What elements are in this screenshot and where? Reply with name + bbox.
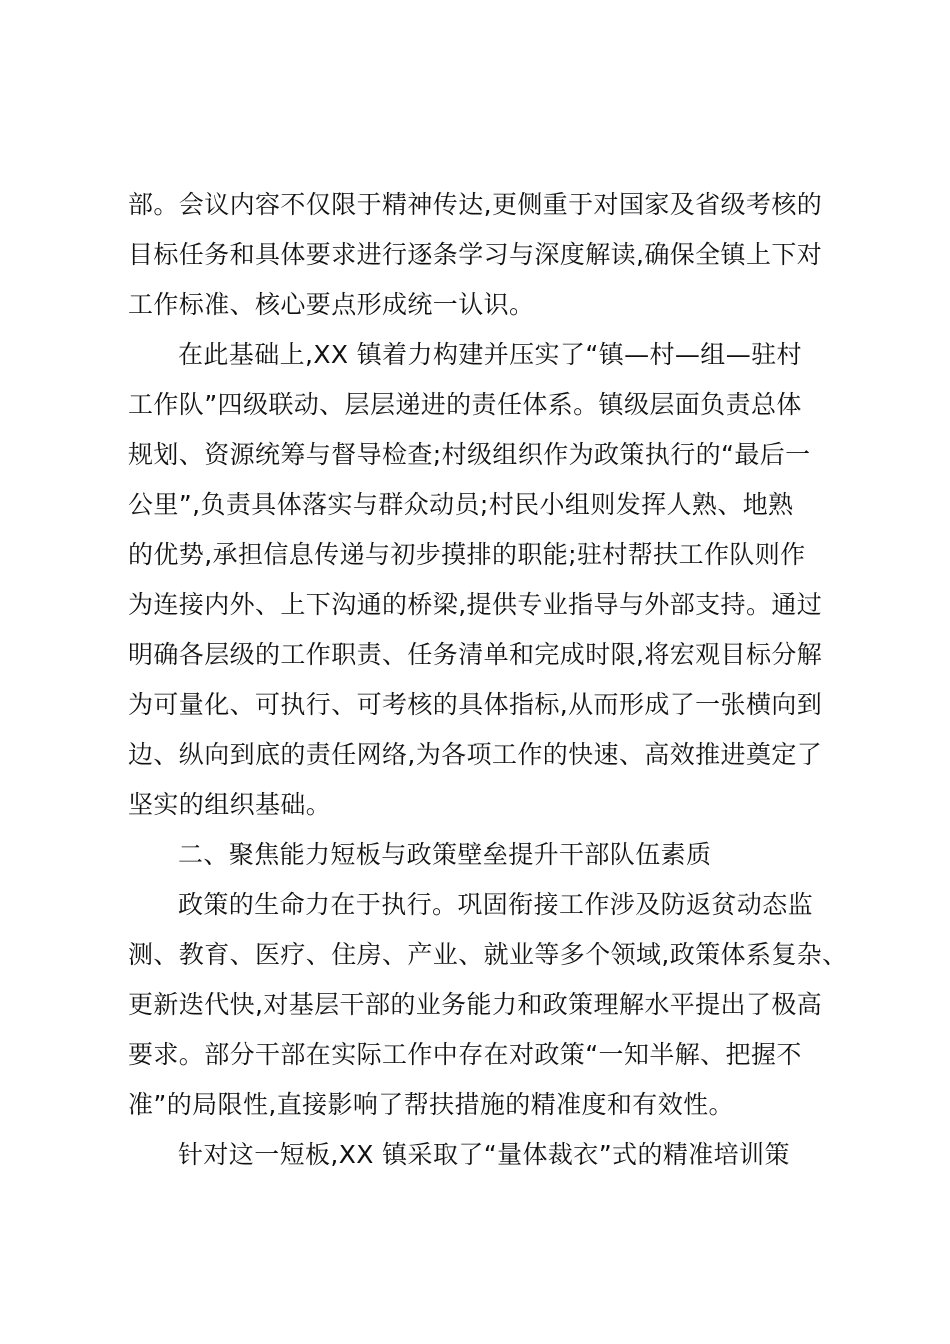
text-line: 针对这一短板,XX 镇采取了“量体裁衣”式的精准培训策 <box>178 1140 790 1169</box>
section-heading: 二、聚焦能力短板与政策壁垒提升干部队伍素质 <box>178 840 712 869</box>
text-line: 准”的局限性,直接影响了帮扶措施的精准度和有效性。 <box>128 1090 734 1119</box>
text-line: 政策的生命力在于执行。巩固衔接工作涉及防返贫动态监 <box>178 890 814 919</box>
text-line: 在此基础上,XX 镇着力构建并压实了“镇—村—组—驻村 <box>178 340 802 369</box>
text-line: 坚实的组织基础。 <box>128 790 332 819</box>
text-line: 规划、资源统筹与督导检查;村级组织作为政策执行的“最后一 <box>128 440 811 469</box>
text-line: 要求。部分干部在实际工作中存在对政策“一知半解、把握不 <box>128 1040 802 1069</box>
text-line: 边、纵向到底的责任网络,为各项工作的快速、高效推进奠定了 <box>128 740 823 769</box>
text-line: 为可量化、可执行、可考核的具体指标,从而形成了一张横向到 <box>128 690 823 719</box>
text-line: 公里”,负责具体落实与群众动员;村民小组则发挥人熟、地熟 <box>128 490 794 519</box>
paragraph-2 <box>128 330 838 830</box>
text-line: 工作标准、核心要点形成统一认识。 <box>128 290 535 319</box>
text-line: 工作队”四级联动、层层递进的责任体系。镇级层面负责总体 <box>128 390 802 419</box>
text-line: 部。会议内容不仅限于精神传达,更侧重于对国家及省级考核的 <box>128 190 823 219</box>
paragraph-3 <box>128 880 848 1130</box>
text-line: 更新迭代快,对基层干部的业务能力和政策理解水平提出了极高 <box>128 990 823 1019</box>
text-line: 明确各层级的工作职责、任务清单和完成时限,将宏观目标分解 <box>128 640 823 669</box>
text-line: 为连接内外、上下沟通的桥梁,提供专业指导与外部支持。通过 <box>128 590 823 619</box>
document-body <box>128 180 848 1180</box>
text-line: 测、教育、医疗、住房、产业、就业等多个领域,政策体系复杂、 <box>128 940 848 969</box>
text-line: 的优势,承担信息传递与初步摸排的职能;驻村帮扶工作队则作 <box>128 540 806 569</box>
text-line: 目标任务和具体要求进行逐条学习与深度解读,确保全镇上下对 <box>128 240 823 269</box>
paragraph-1 <box>128 180 838 330</box>
paragraph-4 <box>128 1130 838 1180</box>
